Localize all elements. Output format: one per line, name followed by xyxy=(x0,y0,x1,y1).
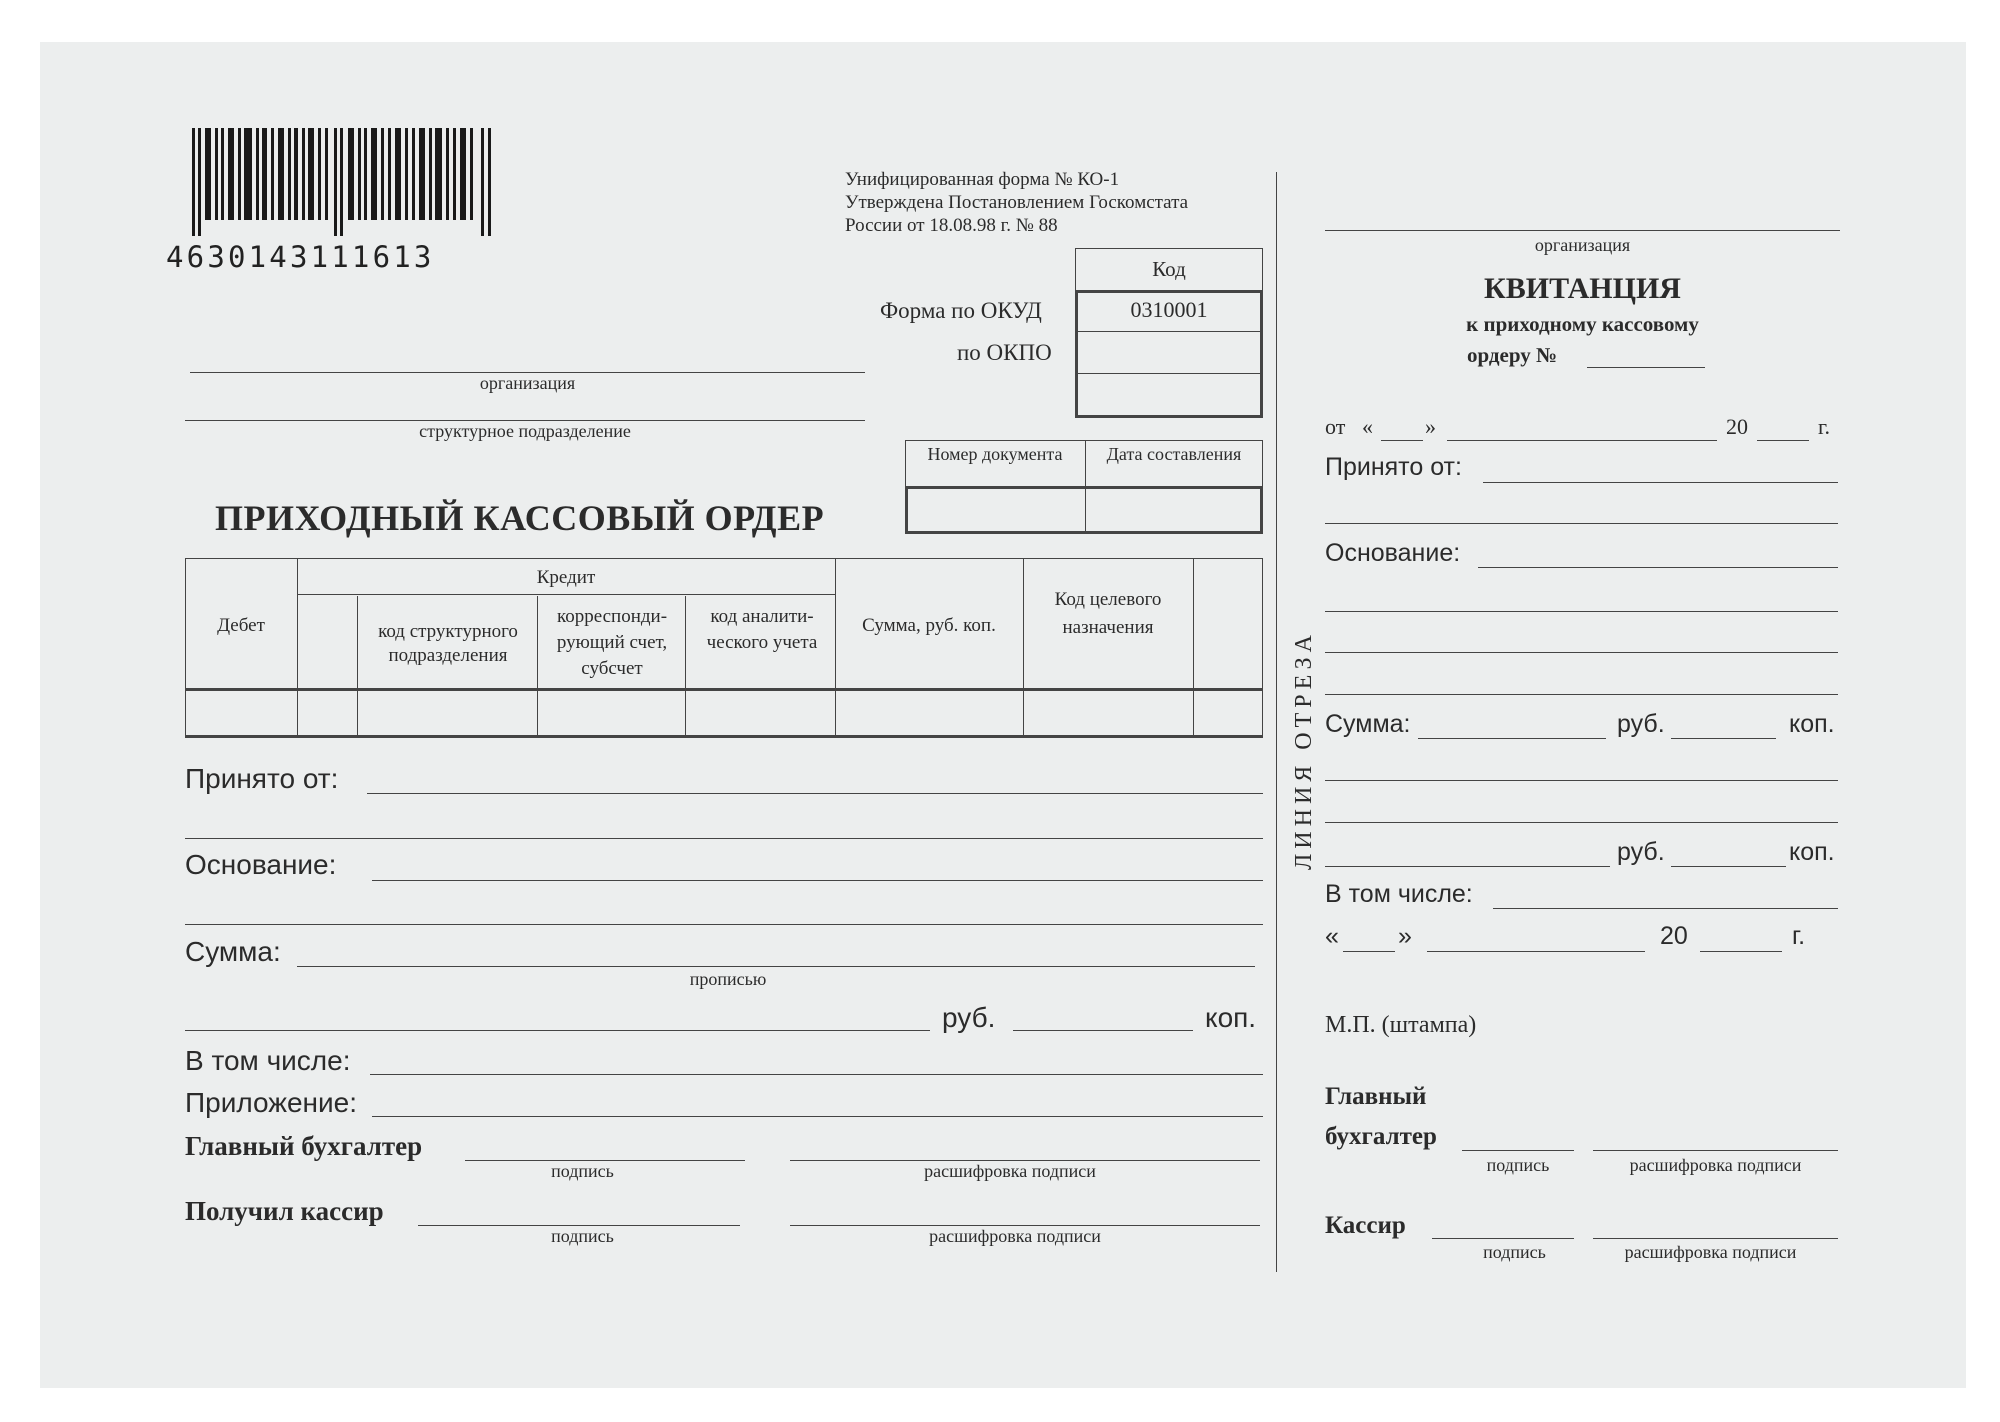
summa-rub-line[interactable] xyxy=(185,1030,930,1031)
summa-line[interactable] xyxy=(297,966,1255,967)
receipt-mp-label: М.П. (штампа) xyxy=(1325,1012,1477,1038)
receipt-quote-open: « xyxy=(1362,414,1373,439)
receipt-rub-label: руб. xyxy=(1617,710,1665,738)
th-kod-struct: код структурного подразделения xyxy=(378,621,518,666)
receipt-glav-rasshifrovka-caption: расшифровка подписи xyxy=(1629,1155,1802,1175)
osnovanie-line[interactable] xyxy=(372,880,1263,881)
receipt-g-2: г. xyxy=(1792,922,1806,950)
th-kredit: Кредит xyxy=(536,567,596,588)
prinyato-line[interactable] xyxy=(367,793,1263,794)
kassir-podpis-caption: подпись xyxy=(551,1226,614,1246)
okpo-label: по ОКПО xyxy=(957,340,1052,365)
receipt-summa-line-2[interactable] xyxy=(1325,780,1838,781)
kassir-rasshifrovka-caption: расшифровка подписи xyxy=(929,1226,1101,1246)
receipt-summa-kop-line-2[interactable] xyxy=(1671,866,1786,867)
receipt-glav-label-1: Главный xyxy=(1325,1083,1427,1110)
receipt-osnovanie-line-2[interactable] xyxy=(1325,611,1838,612)
receipt-prinyato-line-2[interactable] xyxy=(1325,523,1838,524)
prinyato-line-2[interactable] xyxy=(185,838,1263,839)
prilozhenie-line[interactable] xyxy=(372,1116,1263,1117)
receipt-glav-rasshifrovka-line[interactable] xyxy=(1593,1150,1838,1151)
rub-label: руб. xyxy=(942,1002,996,1033)
receipt-year: 20 xyxy=(1726,414,1748,439)
th-summa: Сумма, руб. коп. xyxy=(862,615,996,636)
doc-number-label: Номер документа xyxy=(927,444,1063,464)
receipt-kassir-rasshifrovka-caption: расшифровка подписи xyxy=(1624,1242,1797,1262)
receipt-ot: от xyxy=(1325,414,1346,439)
cut-line[interactable] xyxy=(1276,172,1277,1272)
receipt-prinyato-line[interactable] xyxy=(1483,482,1838,483)
receipt-quote-close-2: » xyxy=(1398,922,1412,950)
receipt-organization-caption: организация xyxy=(1534,235,1631,255)
receipt-subtitle-2: ордеру № xyxy=(1467,343,1558,367)
receipt-glav-label-2: бухгалтер xyxy=(1325,1123,1437,1150)
receipt-summa-rub-line[interactable] xyxy=(1418,738,1606,739)
receipt-kassir-podpis-caption: подпись xyxy=(1483,1242,1546,1262)
receipt-kop-label: коп. xyxy=(1789,710,1835,738)
receipt-order-number-line[interactable] xyxy=(1587,367,1705,368)
receipt-kassir-signature-line[interactable] xyxy=(1432,1238,1574,1239)
kop-line[interactable] xyxy=(1013,1030,1193,1031)
summa-label: Сумма: xyxy=(185,936,281,967)
form-id-line3: России от 18.08.98 г. № 88 xyxy=(845,215,1058,236)
receipt-g: г. xyxy=(1818,414,1831,439)
receipt-v-tom-chisle-label: В том числе: xyxy=(1325,880,1473,908)
barcode-bars xyxy=(192,128,492,236)
glav-buh-rasshifrovka-caption: расшифровка подписи xyxy=(924,1161,1096,1181)
code-header: Код xyxy=(1152,257,1186,281)
th-kod-cel: Код целевого назначения xyxy=(1054,589,1162,638)
receipt-subtitle-1: к приходному кассовому xyxy=(1466,312,1699,336)
organization-caption: организация xyxy=(479,373,576,393)
barcode-number: 4630143111613 xyxy=(166,240,435,274)
poluchil-kassir-label: Получил кассир xyxy=(185,1196,384,1226)
receipt-organization-line[interactable] xyxy=(1325,230,1840,231)
receipt-v-tom-chisle-line[interactable] xyxy=(1493,908,1838,909)
glav-buh-label: Главный бухгалтер xyxy=(185,1131,423,1161)
doc-date-label: Дата составления xyxy=(1106,444,1242,464)
receipt-glav-podpis-caption: подпись xyxy=(1486,1155,1550,1175)
receipt-osnovanie-line-4[interactable] xyxy=(1325,694,1838,695)
receipt-year-line-2[interactable] xyxy=(1700,951,1782,952)
prinyato-label: Принято от: xyxy=(185,763,339,794)
prilozhenie-label: Приложение: xyxy=(185,1087,358,1118)
receipt-prinyato-label: Принято от: xyxy=(1325,453,1462,481)
page-title: ПРИХОДНЫЙ КАССОВЫЙ ОРДЕР xyxy=(215,498,825,538)
receipt-month-line[interactable] xyxy=(1447,440,1717,441)
receipt-osnovanie-line[interactable] xyxy=(1478,567,1838,568)
receipt-year-2: 20 xyxy=(1660,922,1688,950)
receipt-quote-close: » xyxy=(1425,414,1436,439)
receipt-day-line-2[interactable] xyxy=(1343,951,1395,952)
receipt-summa-rub-line-2[interactable] xyxy=(1325,866,1610,867)
accounting-table xyxy=(185,558,1263,738)
osnovanie-line-2[interactable] xyxy=(185,924,1263,925)
th-kod-anal: код аналити-ческого учета xyxy=(706,606,818,653)
receipt-glav-signature-line[interactable] xyxy=(1462,1150,1574,1151)
barcode xyxy=(166,128,492,274)
osnovanie-label: Основание: xyxy=(185,849,337,880)
form-id-line1: Унифицированная форма № КО-1 xyxy=(845,169,1120,190)
v-tom-chisle-label: В том числе: xyxy=(185,1045,351,1076)
receipt-summa-label: Сумма: xyxy=(1325,710,1411,738)
glav-buh-podpis-caption: подпись xyxy=(551,1161,614,1181)
receipt-month-line-2[interactable] xyxy=(1427,951,1645,952)
kop-label: коп. xyxy=(1205,1002,1257,1033)
receipt-title: КВИТАНЦИЯ xyxy=(1484,272,1681,305)
receipt-osnovanie-label: Основание: xyxy=(1325,539,1461,567)
doc-values-box xyxy=(905,486,1263,534)
propisyu-caption: прописью xyxy=(689,969,767,989)
receipt-kassir-rasshifrovka-line[interactable] xyxy=(1593,1238,1838,1239)
receipt-quote-open-2: « xyxy=(1325,922,1339,950)
okud-value: 0310001 xyxy=(1130,297,1208,322)
receipt-osnovanie-line-3[interactable] xyxy=(1325,652,1838,653)
th-korr: корреспонди-рующий счет, субсчет xyxy=(556,606,668,679)
v-tom-chisle-line[interactable] xyxy=(370,1074,1263,1075)
receipt-kassir-label: Кассир xyxy=(1325,1212,1406,1239)
receipt-summa-line-3[interactable] xyxy=(1325,822,1838,823)
receipt-day-line[interactable] xyxy=(1381,440,1423,441)
subdivision-caption: структурное подразделение xyxy=(419,421,631,441)
receipt-summa-kop-line[interactable] xyxy=(1671,738,1776,739)
th-debet: Дебет xyxy=(217,615,265,636)
receipt-kop-label-2: коп. xyxy=(1789,838,1835,866)
form-id-line2: Утверждена Постановлением Госкомстата xyxy=(845,192,1189,213)
okud-label: Форма по ОКУД xyxy=(880,298,1042,323)
receipt-rub-label-2: руб. xyxy=(1617,838,1665,866)
receipt-year-line[interactable] xyxy=(1757,440,1809,441)
cut-line-label: ЛИНИЯ ОТРЕЗА xyxy=(1291,630,1317,870)
